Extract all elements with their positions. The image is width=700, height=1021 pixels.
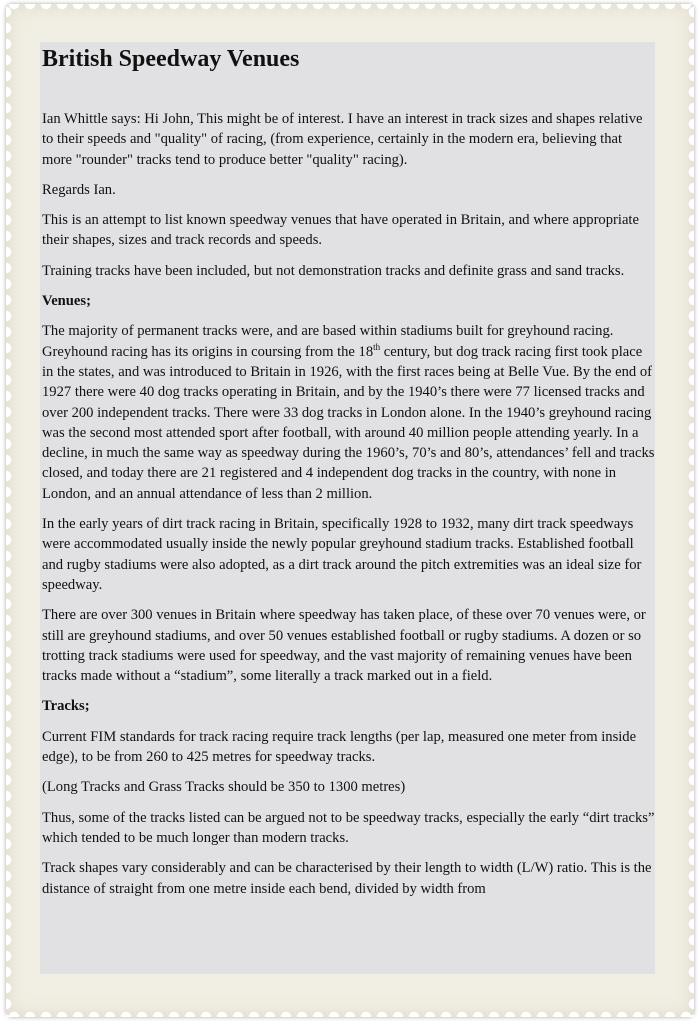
- tracks-heading: Tracks;: [42, 698, 90, 715]
- training-paragraph: Training tracks have been included, but not demonstration tracks and definite grass and sand tracks.: [42, 262, 625, 279]
- tracks-paragraph-4: Track shapes vary considerably and can be characterised by their length to width (L/W) ratio. This is the distance of straight from one metre inside each bend, divided by width from: [42, 860, 652, 897]
- venues-paragraph-1: [42, 321, 655, 504]
- tracks-paragraph-3: Thus, some of the tracks listed can be argued not to be speedway tracks, especially the early “dirt tracks” which tended to be much longer than modern tracks.: [42, 809, 655, 846]
- venues-paragraph-2: In the early years of dirt track racing in Britain, specifically 1928 to 1932, many dirt track speedways were accommodated usually inside the newly popular greyhound stadium tracks. Established football and rugby stadiums were also adopted, as a dirt track around the pitch extremities was an ideal size for speedway.: [42, 516, 642, 593]
- page-title: British Speedway Venues: [42, 46, 300, 72]
- venues-paragraph-1-text-b: century, but dog track racing first took place in the states, and was introduced to Britain in 1926, with the first races being at Belle Vue. By the end of 1927 there were 40 dog tracks operating in Britain, and by the 1940’s there were 77 licensed tracks and over 200 independent tracks. There were 33 dog tracks in London alone. In the 1940’s greyhound racing was the second most attended sport after football, with around 40 million people attending yearly. In a decline, in much the same way as speedway during the 1960’s, 70’s and 80’s, attendances’ fell and tracks closed, and today there are 21 registered and 4 independent dog tracks in the country, with none in London, and an annual attendance of less than 2 million.: [42, 343, 655, 502]
- document-content: [40, 42, 655, 974]
- venues-paragraph-1-text-a: The majority of permanent tracks were, and are based within stadiums built for greyhound racing. Greyhound racing has its origins in coursing from the 18: [42, 323, 614, 360]
- ordinal-superscript: th: [373, 341, 381, 352]
- tracks-paragraph-1: Current FIM standards for track racing require track lengths (per lap, measured one meter from inside edge), to be from 260 to 425 metres for speedway tracks.: [42, 728, 637, 766]
- venues-paragraph-3: There are over 300 venues in Britain where speedway has taken place, of these over 70 venues were, or still are greyhound stadiums, and over 50 venues established football or rugby stadiums. A dozen or so trotting track stadiums were used for speedway, and the vast majority of remaining venues have been tracks made without a “stadium”, some literally a track marked out in a field.: [42, 607, 646, 685]
- purpose-paragraph: This is an attempt to list known speedway venues that have operated in Britain, and where appropriate their shapes, sizes and track records and speeds.: [42, 212, 639, 249]
- intro-paragraph: Ian Whittle says: Hi John, This might be of interest. I have an interest in track sizes and shapes relative to their speeds and "quality" of racing, (from experience, certainly in the modern era, believing that more "rounder" tracks tend to produce better "quality" racing).: [42, 111, 643, 168]
- venues-heading: Venues;: [42, 293, 91, 310]
- tracks-paragraph-2: (Long Tracks and Grass Tracks should be 350 to 1300 metres): [42, 779, 406, 796]
- regards-line: Regards Ian.: [42, 181, 116, 198]
